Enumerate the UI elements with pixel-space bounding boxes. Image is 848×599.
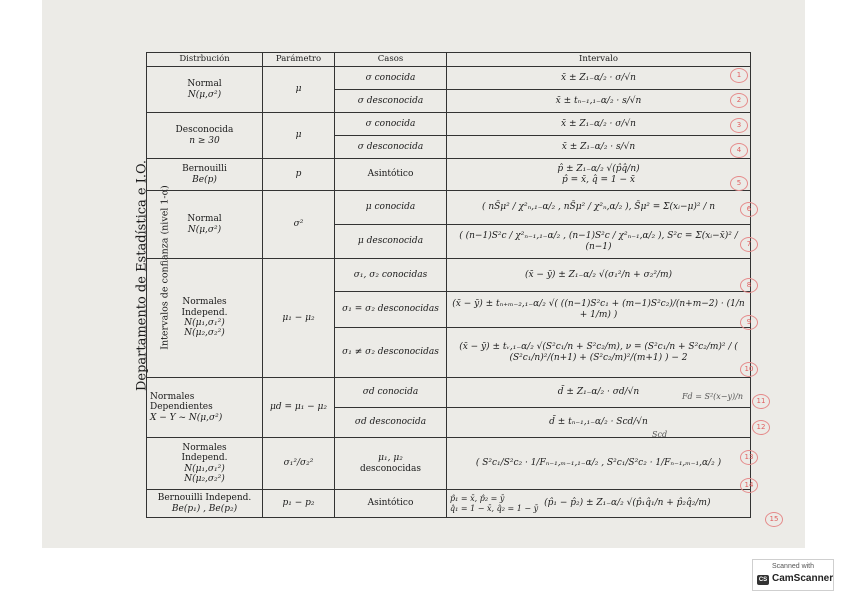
case-cell: σd conocida: [335, 378, 447, 408]
parameter-cell: p: [263, 159, 335, 191]
parameter-cell: p₁ − p₂: [263, 490, 335, 518]
case-cell: μ desconocida: [335, 225, 447, 259]
interval-cell: d̄ ± tₙ₋₁,₁₋α/₂ · Scd/√n: [447, 408, 751, 438]
case-cell: Asintótico: [335, 490, 447, 518]
dist-name: Desconocida: [175, 125, 234, 136]
parameter-cell: μ₁ − μ₂: [263, 259, 335, 378]
dist-formula-2: N(μ₂,σ₂²): [184, 473, 225, 484]
case-cell: σ₁ ≠ σ₂ desconocidas: [335, 328, 447, 378]
interval-cell: (x̄ − ȳ) ± tₙ₊ₘ₋₂,₁₋α/₂ √( ((n−1)S²c₁ + (m−1)S²c₂)/(n+m−2) · (1/n + 1/m) ): [447, 292, 751, 328]
case-cell: σd desconocida: [335, 408, 447, 438]
table-row: [147, 159, 751, 191]
interval-cell: x̄ ± Z₁₋α/₂ · σ/√n: [447, 67, 751, 90]
dist-formula: X − Y ~ N(μ,σ²): [150, 412, 223, 423]
case-cell: σ desconocida: [335, 90, 447, 113]
distribution-cell: [147, 490, 263, 518]
dist-formula-1: N(μ₁,σ₁²): [184, 463, 225, 474]
case-params: μ₁, μ₂: [378, 453, 403, 464]
margin-number-mark: 11: [752, 394, 770, 409]
parameter-cell: σ²: [263, 191, 335, 259]
dist-formula-1: N(μ₁,σ₁²): [184, 318, 225, 328]
dist-formula: Be(p): [192, 174, 217, 185]
case-cell: Asintótico: [335, 159, 447, 191]
interval-cell: x̄ ± Z₁₋α/₂ · σ/√n: [447, 113, 751, 136]
margin-number-mark: 13: [740, 450, 758, 465]
table-row: [147, 259, 751, 292]
case-cell: σ₁ = σ₂ desconocidas: [335, 292, 447, 328]
case-cell: σ conocida: [335, 113, 447, 136]
dist-name: Normales: [182, 297, 227, 308]
dist-formula-2: N(μ₂,σ₂²): [184, 328, 225, 339]
margin-number-mark: 15: [765, 512, 783, 527]
margin-number-mark: 14: [740, 478, 758, 493]
table-row: [147, 191, 751, 225]
margin-number-mark: 5: [730, 176, 748, 191]
dist-name: Normal: [187, 79, 222, 90]
dist-formula: Be(p₁) , Be(p₂): [171, 503, 238, 514]
margin-number-mark: 4: [730, 143, 748, 158]
distribution-cell: [147, 67, 263, 113]
interval-cell: x̄ ± Z₁₋α/₂ · s/√n: [447, 136, 751, 159]
margin-number-mark: 12: [752, 420, 770, 435]
distribution-cell: [147, 159, 263, 191]
dist-condition: n ≥ 30: [189, 135, 220, 146]
parameter-cell: σ₁²/σ₂²: [263, 438, 335, 490]
parameter-cell: μ: [263, 67, 335, 113]
margin-number-mark: 3: [730, 118, 748, 133]
table-row: [147, 438, 751, 490]
case-status: desconocidas: [359, 463, 422, 474]
dist-name: Bernouilli: [182, 164, 227, 175]
distribution-cell: [147, 113, 263, 159]
parameter-cell: μd = μ₁ − μ₂: [263, 378, 335, 438]
table-row: [147, 490, 751, 518]
interval-cell: ( nS̄μ² / χ²ₙ,₁₋α/₂ , nS̄μ² / χ²ₙ,α/₂ ), S̄μ² = Σ(xᵢ−μ)² / n: [447, 191, 751, 225]
distribution-cell: [147, 259, 263, 378]
margin-number-mark: 7: [740, 237, 758, 252]
case-cell: [335, 438, 447, 490]
table-header-row: [147, 53, 751, 67]
header-cases: Casos: [335, 53, 447, 67]
estimator-p: p̂₁ = x̄, p̂₂ = ȳ: [450, 494, 505, 504]
margin-number-mark: 10: [740, 362, 758, 377]
estimator-q: q̂₁ = 1 − x̄, q̂₂ = 1 − ȳ: [450, 503, 539, 513]
dist-qualifier: Independ.: [181, 307, 228, 318]
margin-number-mark: 2: [730, 93, 748, 108]
interval-cell: ( (n−1)S²c / χ²ₙ₋₁,₁₋α/₂ , (n−1)S²c / χ²ₙ₋₁,α/₂ ), S²c = Σ(xᵢ−x̄)² / (n−1): [447, 225, 751, 259]
badge-brand: CamScanner: [772, 573, 834, 584]
header-interval: Intervalo: [447, 53, 751, 67]
interval-cell: x̄ ± tₙ₋₁,₁₋α/₂ · s/√n: [447, 90, 751, 113]
parameter-cell: μ: [263, 113, 335, 159]
dist-formula: N(μ,σ²): [187, 89, 222, 100]
distribution-cell: [147, 438, 263, 490]
distribution-cell: [147, 191, 263, 259]
dist-name: Bernouilli Independ.: [157, 493, 252, 504]
handwritten-note: Scd: [652, 430, 668, 439]
interval-definitions: p̂ = x̄, q̂ = 1 − x̄: [562, 174, 635, 185]
interval-formula: p̂ ± Z₁₋α/₂ √(p̂q̂/n): [557, 164, 640, 175]
margin-number-mark: 9: [740, 315, 758, 330]
interval-cell: (x̄ − ȳ) ± Z₁₋α/₂ √(σ₁²/n + σ₂²/m): [447, 259, 751, 292]
header-parameter: Parámetro: [263, 53, 335, 67]
table-row: [147, 67, 751, 90]
case-cell: μ conocida: [335, 191, 447, 225]
header-distribution: Distrbución: [147, 53, 263, 67]
dist-qualifier: Dependientes: [150, 402, 213, 413]
department-title: Departamento de Estadística e I.O.: [134, 159, 150, 392]
margin-number-mark: 8: [740, 278, 758, 293]
case-cell: σ₁, σ₂ conocidas: [335, 259, 447, 292]
dist-name: Normal: [187, 214, 222, 225]
interval-cell: [447, 159, 751, 191]
interval-cell: d̄ ± Z₁₋α/₂ · σd/√n: [447, 378, 751, 408]
case-cell: σ conocida: [335, 67, 447, 90]
interval-cell: ( S²c₁/S²c₂ · 1/Fₙ₋₁,ₘ₋₁,₁₋α/₂ , S²c₁/S²c₂ · 1/Fₙ₋₁,ₘ₋₁,α/₂ ): [447, 438, 751, 490]
margin-number-mark: 1: [730, 68, 748, 83]
camscanner-badge: [752, 559, 834, 591]
handwritten-note: Fd = S²(x−y)/n: [682, 392, 743, 401]
dist-name: Normales: [150, 391, 195, 402]
table-row: [147, 378, 751, 408]
table-row: [147, 113, 751, 136]
badge-caption: Scanned with: [771, 563, 815, 570]
case-cell: σ desconocida: [335, 136, 447, 159]
interval-formula: (p̂₁ − p̂₂) ± Z₁₋α/₂ √(p̂₁q̂₁/n + p̂₂q̂₂/m): [544, 498, 711, 509]
confidence-interval-table: [146, 52, 751, 518]
camscanner-logo-icon: CS: [758, 577, 768, 583]
interval-cell: (x̄ − ȳ) ± tᵥ,₁₋α/₂ √(S²c₁/n + S²c₂/m), ν = (S²c₁/n + S²c₂/m)² / ( (S²c₁/n)²/(n+1) + (S²c₂/m)²/(m+1) ) − 2: [447, 328, 751, 378]
dist-qualifier: Independ.: [181, 453, 228, 464]
document-subtitle: Intervalos de confianza (nivel 1-α): [159, 185, 171, 350]
margin-number-mark: 6: [740, 202, 758, 217]
dist-formula: N(μ,σ²): [187, 224, 222, 235]
dist-name: Normales: [182, 442, 227, 453]
distribution-cell: [147, 378, 263, 438]
interval-cell: [447, 490, 751, 518]
